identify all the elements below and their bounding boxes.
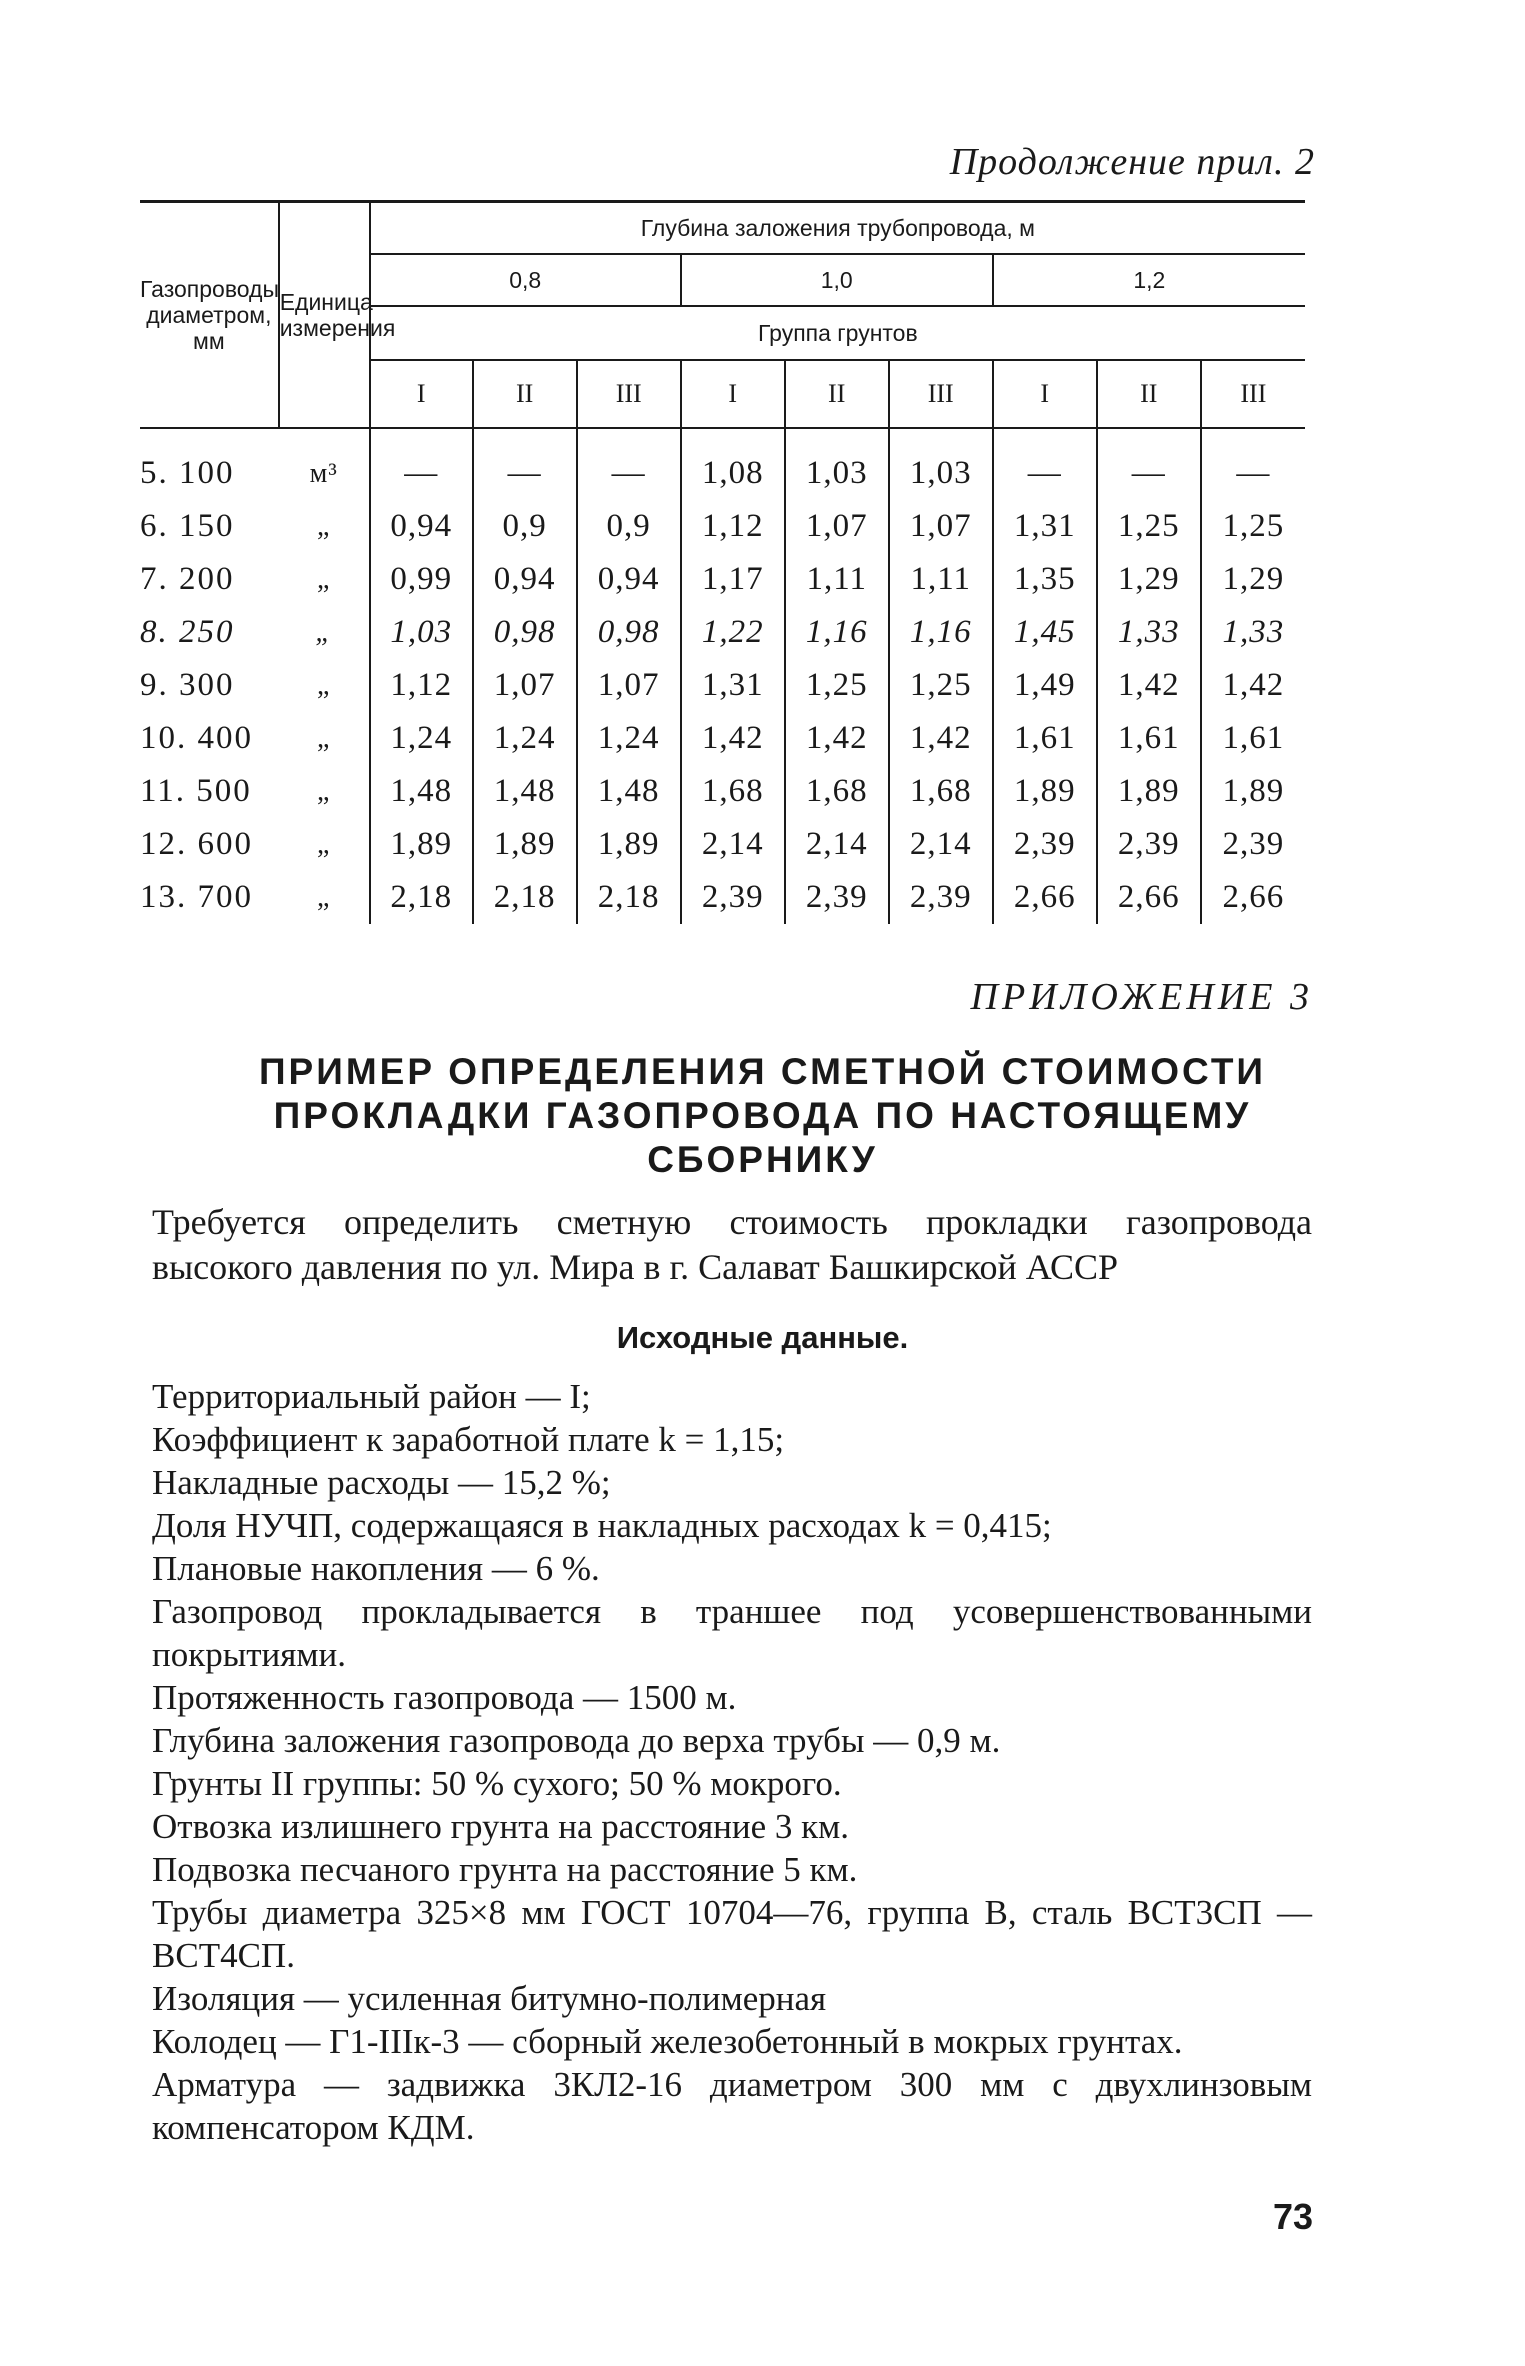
- table-row: [140, 500, 1305, 553]
- table-cell: 2,39: [889, 871, 993, 924]
- table-cell: 2,18: [473, 871, 577, 924]
- initial-data-item: Плановые накопления — 6 %.: [152, 1549, 600, 1588]
- table-cell: 1,22: [681, 606, 785, 659]
- table-cell: 1,48: [370, 765, 473, 818]
- table-cell: 1,68: [785, 765, 889, 818]
- table-cell: 1,42: [1201, 659, 1305, 712]
- initial-data-heading: Исходные данные.: [616, 1320, 909, 1355]
- initial-data-item: Подвозка песчаного грунта на расстояние 5 км.: [152, 1850, 858, 1889]
- table-cell: 1,68: [889, 765, 993, 818]
- page-number: 73: [1272, 2196, 1313, 2237]
- row-diameter: 6. 150: [140, 508, 235, 544]
- table-cell: 2,18: [370, 871, 473, 924]
- table-cell: 0,9: [473, 500, 577, 553]
- row-diameter: 9. 300: [140, 667, 235, 703]
- table-row: [140, 659, 1305, 712]
- table-cell: 1,16: [785, 606, 889, 659]
- table-cell: 2,66: [1201, 871, 1305, 924]
- row-unit: „: [279, 500, 370, 553]
- table-cell: —: [473, 447, 577, 500]
- initial-data-item: Протяженность газопровода — 1500 м.: [152, 1678, 737, 1717]
- table-cell: —: [993, 447, 1097, 500]
- table-cell: 1,11: [889, 553, 993, 606]
- header-depth: 0,8: [370, 254, 681, 306]
- table-cell: 1,42: [1097, 659, 1201, 712]
- table-cell: 0,94: [577, 553, 681, 606]
- table-row: [140, 606, 1305, 659]
- table-cell: 1,17: [681, 553, 785, 606]
- table-cell: 1,33: [1097, 606, 1201, 659]
- appendix-title-line: ПРОКЛАДКИ ГАЗОПРОВОДА ПО НАСТОЯЩЕМУ: [273, 1095, 1252, 1136]
- header-group: I: [681, 360, 785, 428]
- table-cell: 1,89: [993, 765, 1097, 818]
- table-cell: 2,39: [785, 871, 889, 924]
- table-cell: 1,03: [370, 606, 473, 659]
- table-row: [140, 553, 1305, 606]
- table-cell: 1,25: [1097, 500, 1201, 553]
- table-cell: 1,25: [1201, 500, 1305, 553]
- coefficient-table: [140, 200, 1305, 924]
- table-cell: 1,48: [473, 765, 577, 818]
- table-cell: 1,89: [577, 818, 681, 871]
- header-unit: Единица измерения: [279, 202, 370, 429]
- table-cell: 2,14: [681, 818, 785, 871]
- initial-data-item: Трубы диаметра 325×8 мм ГОСТ 10704—76, группа В, сталь ВСТ3СП — ВСТ4СП.: [152, 1893, 1312, 1975]
- table-cell: 1,24: [473, 712, 577, 765]
- row-diameter: 7. 200: [140, 561, 235, 597]
- header-depth: 1,0: [681, 254, 993, 306]
- row-unit: „: [279, 659, 370, 712]
- table-cell: 0,98: [473, 606, 577, 659]
- initial-data-item: Отвозка излишнего грунта на расстояние 3 км.: [152, 1807, 850, 1846]
- table-cell: 1,35: [993, 553, 1097, 606]
- table-cell: 1,45: [993, 606, 1097, 659]
- initial-data-item: Арматура — задвижка 3КЛ2-16 диаметром 300 мм с двухлинзовым компенсатором КДМ.: [152, 2065, 1312, 2147]
- table-row: [140, 818, 1305, 871]
- table-cell: 1,07: [889, 500, 993, 553]
- table-cell: 1,07: [577, 659, 681, 712]
- table-row: [140, 712, 1305, 765]
- table-cell: 2,66: [993, 871, 1097, 924]
- table-cell: 1,03: [785, 447, 889, 500]
- row-unit: м³: [279, 447, 370, 500]
- initial-data-item: Накладные расходы — 15,2 %;: [152, 1463, 611, 1502]
- initial-data-item: Газопровод прокладывается в траншее под усовершенствованными покрытиями.: [152, 1592, 1312, 1674]
- initial-data-item: Коэффициент к заработной плате k = 1,15;: [152, 1420, 785, 1459]
- table-body: [140, 428, 1305, 924]
- header-group: III: [577, 360, 681, 428]
- table-cell: 2,14: [785, 818, 889, 871]
- row-diameter: 5. 100: [140, 455, 235, 491]
- row-diameter: 13. 700: [140, 879, 253, 915]
- initial-data-item: Глубина заложения газопровода до верха трубы — 0,9 м.: [152, 1721, 1001, 1760]
- initial-data-list: [152, 1375, 1312, 2149]
- table-cell: 1,24: [370, 712, 473, 765]
- table-cell: 1,61: [1097, 712, 1201, 765]
- continuation-note: Продолжение прил. 2: [949, 141, 1315, 183]
- table-row: [140, 447, 1305, 500]
- table-cell: 1,89: [370, 818, 473, 871]
- table-cell: 2,66: [1097, 871, 1201, 924]
- initial-data-item: Грунты II группы: 50 % сухого; 50 % мокрого.: [152, 1764, 842, 1803]
- header-group: II: [785, 360, 889, 428]
- table-cell: 0,98: [577, 606, 681, 659]
- table-cell: 1,42: [681, 712, 785, 765]
- table-cell: —: [1201, 447, 1305, 500]
- table-cell: 1,68: [681, 765, 785, 818]
- table-cell: 1,89: [1097, 765, 1201, 818]
- table-cell: 0,9: [577, 500, 681, 553]
- row-diameter: 12. 600: [140, 826, 253, 862]
- table-cell: 1,29: [1097, 553, 1201, 606]
- table-cell: 1,48: [577, 765, 681, 818]
- table-cell: 1,12: [370, 659, 473, 712]
- table-cell: 1,07: [785, 500, 889, 553]
- table-cell: 1,08: [681, 447, 785, 500]
- table-cell: 1,33: [1201, 606, 1305, 659]
- table-cell: 1,03: [889, 447, 993, 500]
- table-cell: —: [370, 447, 473, 500]
- table-cell: 1,29: [1201, 553, 1305, 606]
- header-group: I: [993, 360, 1097, 428]
- appendix-label: ПРИЛОЖЕНИЕ 3: [970, 976, 1313, 1018]
- table-cell: 1,25: [889, 659, 993, 712]
- appendix-title-line: ПРИМЕР ОПРЕДЕЛЕНИЯ СМЕТНОЙ СТОИМОСТИ: [258, 1051, 1267, 1092]
- row-diameter: 11. 500: [140, 773, 252, 809]
- table-cell: 0,94: [473, 553, 577, 606]
- header-group: III: [889, 360, 993, 428]
- initial-data-item: Колодец — Г1-IIIк-3 — сборный железобетонный в мокрых грунтах.: [152, 2022, 1183, 2061]
- header-group-title: Группа грунтов: [370, 306, 1305, 360]
- table-cell: 1,12: [681, 500, 785, 553]
- header-group: I: [370, 360, 473, 428]
- table-cell: 1,25: [785, 659, 889, 712]
- appendix-title-line: СБОРНИКУ: [647, 1139, 878, 1180]
- appendix-title: [180, 1050, 1345, 1182]
- header-diameter: Газопроводы диаметром, мм: [140, 202, 279, 429]
- table-cell: 1,11: [785, 553, 889, 606]
- row-unit: „: [279, 606, 370, 659]
- header-group: II: [473, 360, 577, 428]
- table-cell: 1,89: [1201, 765, 1305, 818]
- row-unit: „: [279, 765, 370, 818]
- table-cell: 2,39: [993, 818, 1097, 871]
- table-cell: 1,49: [993, 659, 1097, 712]
- row-diameter: 10. 400: [140, 720, 253, 756]
- initial-data-item: Доля НУЧП, содержащаяся в накладных расходах k = 0,415;: [152, 1506, 1052, 1545]
- table-cell: 2,39: [681, 871, 785, 924]
- row-diameter: 8. 250: [140, 614, 235, 650]
- header-group: III: [1201, 360, 1305, 428]
- row-unit: „: [279, 553, 370, 606]
- table-cell: 2,18: [577, 871, 681, 924]
- table-cell: 1,61: [993, 712, 1097, 765]
- row-unit: „: [279, 818, 370, 871]
- table-cell: 1,89: [473, 818, 577, 871]
- table-cell: 1,07: [473, 659, 577, 712]
- table-cell: 0,94: [370, 500, 473, 553]
- table-row: [140, 765, 1305, 818]
- table-row: [140, 871, 1305, 924]
- table-cell: 2,14: [889, 818, 993, 871]
- table-cell: —: [1097, 447, 1201, 500]
- header-depth: 1,2: [993, 254, 1305, 306]
- table-cell: 1,42: [785, 712, 889, 765]
- table-cell: 1,16: [889, 606, 993, 659]
- row-unit: „: [279, 712, 370, 765]
- header-group: II: [1097, 360, 1201, 428]
- table-cell: 0,99: [370, 553, 473, 606]
- row-unit: „: [279, 871, 370, 924]
- header-depth-title: Глубина заложения трубопровода, м: [370, 202, 1305, 255]
- table-cell: 1,31: [681, 659, 785, 712]
- table-cell: 1,61: [1201, 712, 1305, 765]
- initial-data-item: Территориальный район — I;: [152, 1377, 591, 1416]
- table-cell: 2,39: [1201, 818, 1305, 871]
- table-cell: —: [577, 447, 681, 500]
- table-cell: 1,42: [889, 712, 993, 765]
- table-cell: 1,24: [577, 712, 681, 765]
- table-cell: 1,31: [993, 500, 1097, 553]
- initial-data-item: Изоляция — усиленная битумно-полимерная: [152, 1979, 827, 2018]
- table-cell: 2,39: [1097, 818, 1201, 871]
- intro-paragraph: Требуется определить сметную стоимость прокладки газопровода высокого давления по ул. Мира в г. Салават Башкирской АССР: [152, 1202, 1312, 1287]
